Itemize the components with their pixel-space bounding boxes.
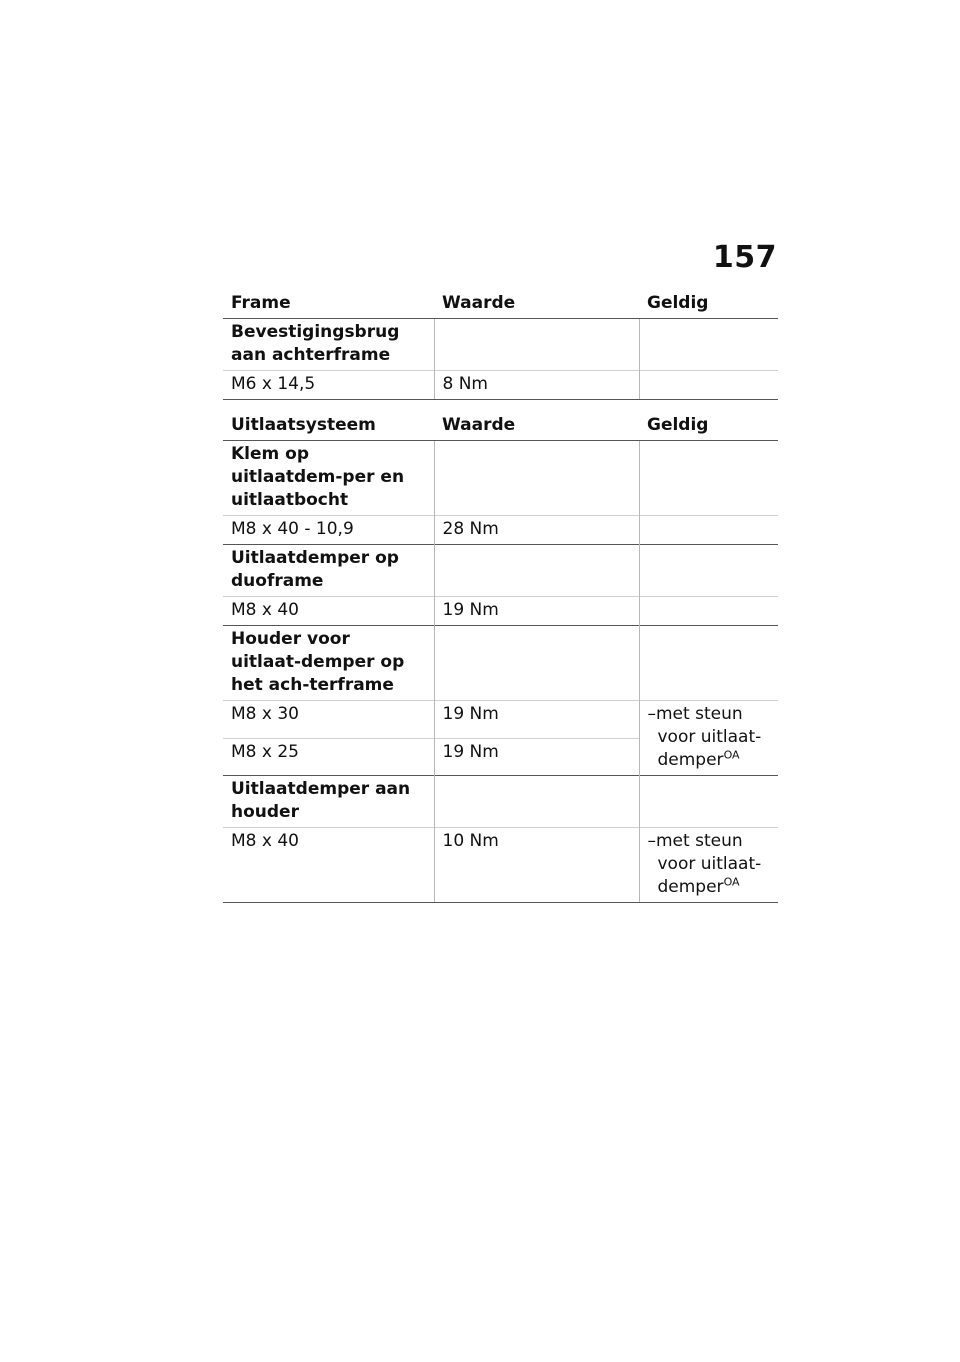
header-valid: Geldig [639, 288, 778, 319]
optional-accessory-mark: OA [723, 875, 740, 889]
header-exhaust: Uitlaatsysteem [223, 410, 434, 441]
exhaust-torque-table [223, 410, 778, 903]
bolt-size: M8 x 40 [223, 828, 434, 903]
table-header [223, 288, 778, 319]
table-header [223, 410, 778, 441]
validity-note [639, 828, 778, 903]
torque-value: 19 Nm [434, 701, 639, 739]
group-label: Uitlaatdemper aan houder [223, 776, 434, 828]
header-valid: Geldig [639, 410, 778, 441]
group-label: Klem op uitlaatdem-per en uitlaatbocht [231, 444, 405, 510]
table-row [223, 701, 778, 739]
bolt-size: M8 x 40 - 10,9 [223, 516, 434, 545]
group-label: Houder voor uitlaat-demper op het ach-terframe [223, 626, 434, 701]
group-label: Bevestigingsbrug aan achterframe [231, 322, 400, 365]
torque-value: 28 Nm [434, 516, 639, 545]
table-row [223, 626, 778, 701]
optional-accessory-mark: OA [723, 748, 740, 762]
table-row [223, 441, 778, 516]
bolt-size: M8 x 25 [223, 738, 434, 776]
bolt-size: M6 x 14,5 [223, 371, 434, 400]
page-number: 157 [712, 240, 777, 275]
table-row [223, 371, 778, 400]
header-value: Waarde [434, 410, 639, 441]
table-row [223, 545, 778, 597]
validity-text: –met steun voor uitlaat-demper [647, 831, 762, 897]
header-frame: Frame [223, 288, 434, 319]
table-row [223, 828, 778, 903]
table-row [223, 776, 778, 828]
table-row [223, 597, 778, 626]
torque-value: 8 Nm [434, 371, 639, 400]
torque-value: 19 Nm [434, 597, 639, 626]
group-label: Uitlaatdemper op duoframe [223, 545, 434, 597]
bolt-size: M8 x 40 [223, 597, 434, 626]
torque-value: 10 Nm [434, 828, 639, 903]
torque-value: 19 Nm [434, 738, 639, 776]
table-row [223, 319, 778, 371]
validity-note [639, 701, 778, 776]
header-value: Waarde [434, 288, 639, 319]
bolt-size: M8 x 30 [223, 701, 434, 739]
frame-torque-table [223, 288, 778, 400]
table-row [223, 516, 778, 545]
validity [639, 371, 778, 400]
validity-text: –met steun voor uitlaat-demper [647, 704, 762, 770]
